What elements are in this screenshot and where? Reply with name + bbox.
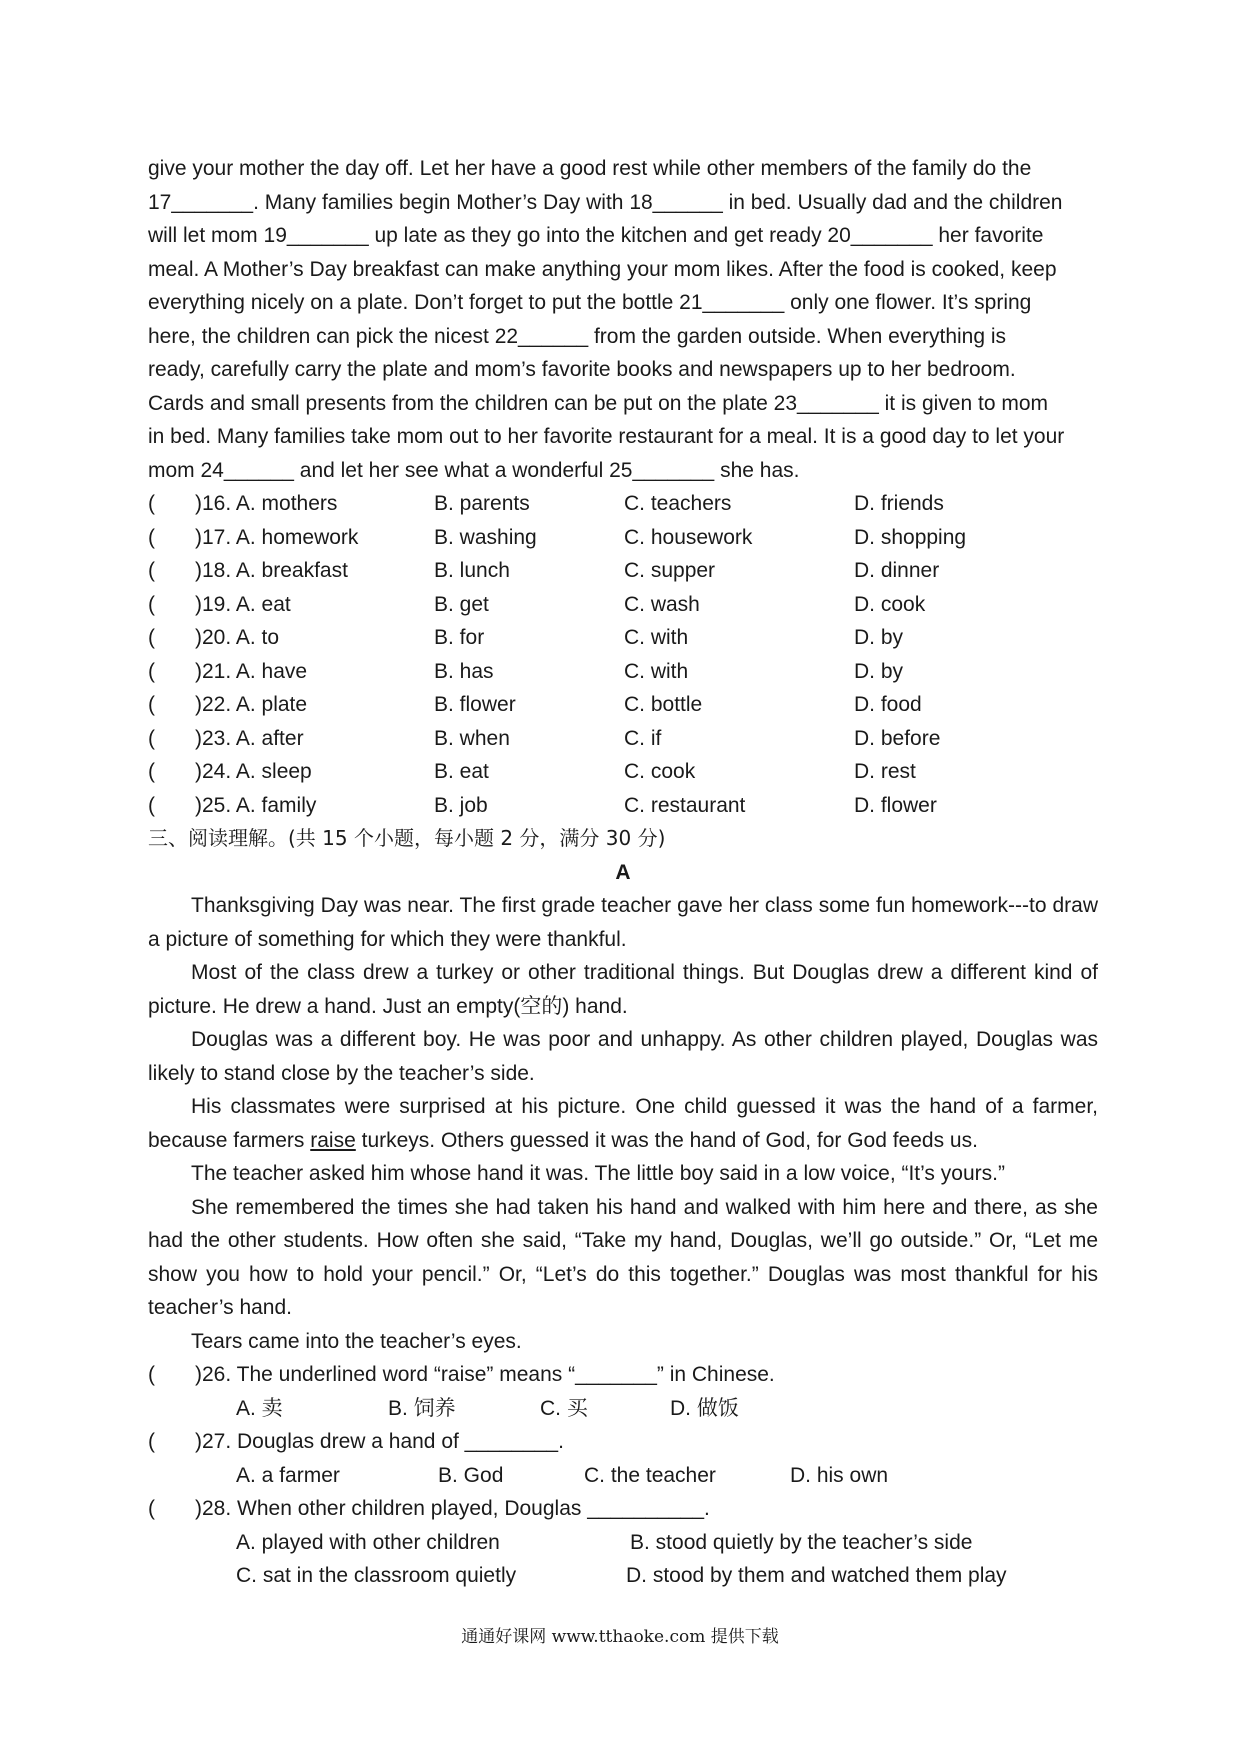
- option-d: D. cook: [854, 592, 926, 616]
- option-row-25: [148, 789, 1098, 823]
- choice-a: A. played with other children: [236, 1530, 500, 1554]
- choice-b: B. stood quietly by the teacher’s side: [630, 1530, 973, 1554]
- choice-a: A. 卖: [236, 1396, 283, 1420]
- option-row-19: [148, 588, 1098, 622]
- answer-paren: (: [148, 525, 155, 549]
- option-d: D. flower: [854, 793, 937, 817]
- option-a: )18. A. breakfast: [195, 559, 348, 582]
- passage-line: mom 24______ and let her see what a wonderful 25_______ she has.: [148, 458, 800, 482]
- option-row-23: [148, 722, 1098, 756]
- choice-d: D. stood by them and watched them play: [626, 1564, 1007, 1587]
- page-footer: 通通好课网 www.tthaoke.com 提供下载: [461, 1627, 779, 1647]
- option-a: )24. A. sleep: [195, 760, 312, 783]
- paragraph: Most of the class drew a turkey or other traditional things. But Douglas drew a different kind of picture. He drew a hand. Just an empty(空的) hand.: [148, 961, 1098, 1018]
- option-row-20: [148, 621, 1098, 655]
- choice-b: B. 饲养: [388, 1396, 456, 1420]
- option-c: C. teachers: [624, 492, 732, 515]
- answer-paren: (: [148, 1430, 155, 1453]
- option-b: B. when: [434, 726, 510, 750]
- option-b: B. eat: [434, 760, 489, 783]
- answer-paren: (: [148, 592, 155, 616]
- passage-line: will let mom 19_______ up late as they go into the kitchen and get ready 20_______ her favorite: [148, 224, 1044, 247]
- option-row-24: [148, 755, 1098, 789]
- answer-paren: (: [148, 793, 155, 817]
- passage-line: meal. A Mother’s Day breakfast can make anything your mom likes. After the food is cooked, keep: [148, 257, 1057, 281]
- option-d: D. shopping: [854, 525, 967, 549]
- paragraph: Douglas was a different boy. He was poor and unhappy. As other children played, Douglas was likely to stand close by the teacher’s side.: [148, 1028, 1098, 1085]
- passage-line: in bed. Many families take mom out to her favorite restaurant for a meal. It is a good day to let your: [148, 425, 1065, 448]
- question-text: )26. The underlined word “raise” means “_______” in Chinese.: [195, 1363, 775, 1386]
- option-a: )25. A. family: [195, 793, 317, 817]
- answer-paren: (: [148, 726, 155, 750]
- paragraph: [148, 1090, 1098, 1157]
- reading-passage: [148, 889, 1098, 1358]
- paragraph-text: His classmates were surprised at his picture. One child guessed it was the hand of a farmer, because farmers: [148, 1095, 1098, 1152]
- answer-paren: (: [148, 626, 155, 649]
- option-a: )19. A. eat: [195, 592, 291, 616]
- underlined-word: raise: [310, 1128, 356, 1152]
- passage-line: everything nicely on a plate. Don’t forget to put the bottle 21_______ only one flower. It’s spring: [148, 291, 1032, 314]
- option-d: D. before: [854, 726, 941, 750]
- answer-paren: (: [148, 559, 155, 582]
- passage-line: here, the children can pick the nicest 22______ from the garden outside. When everything is: [148, 324, 1007, 348]
- cloze-passage: [148, 152, 1098, 487]
- option-c: C. restaurant: [624, 793, 746, 817]
- answer-paren: (: [148, 760, 155, 783]
- cloze-options: [148, 487, 1098, 822]
- option-a: )16. A. mothers: [195, 492, 338, 515]
- option-d: D. dinner: [854, 559, 940, 582]
- option-b: B. parents: [434, 492, 530, 515]
- option-row-17: [148, 521, 1098, 555]
- choice-c: C. sat in the classroom quietly: [236, 1564, 517, 1587]
- option-b: B. flower: [434, 693, 516, 716]
- option-a: )23. A. after: [195, 726, 304, 750]
- option-row-22: [148, 688, 1098, 722]
- choice-a: A. a farmer: [236, 1463, 340, 1487]
- option-d: D. by: [854, 626, 904, 649]
- option-c: C. supper: [624, 559, 716, 582]
- option-d: D. friends: [854, 492, 944, 515]
- passage-line: ready, carefully carry the plate and mom’s favorite books and newspapers up to her bedroom.: [148, 358, 1016, 381]
- option-row-21: [148, 655, 1098, 689]
- option-a: )20. A. to: [195, 626, 280, 649]
- passage-line: 17_______. Many families begin Mother’s Day with 18______ in bed. Usually dad and the children: [148, 190, 1063, 214]
- paragraph: The teacher asked him whose hand it was. The little boy said in a low voice, “It’s yours.”: [191, 1162, 1005, 1185]
- exam-page: [148, 152, 1098, 1593]
- option-b: B. for: [434, 626, 485, 649]
- choice-c: C. the teacher: [584, 1463, 716, 1487]
- passage-label: A: [615, 860, 631, 884]
- passage-line: Cards and small presents from the children can be put on the plate 23_______ it is given to mom: [148, 391, 1049, 415]
- option-b: B. get: [434, 592, 489, 616]
- option-c: C. with: [624, 659, 689, 683]
- option-c: C. if: [624, 726, 662, 750]
- choice-c: C. 买: [540, 1396, 588, 1420]
- paragraph: Tears came into the teacher’s eyes.: [191, 1329, 522, 1353]
- option-c: C. with: [624, 626, 689, 649]
- choice-d: D. his own: [790, 1463, 889, 1487]
- option-c: C. wash: [624, 592, 700, 616]
- answer-paren: (: [148, 693, 155, 716]
- option-d: D. food: [854, 693, 922, 716]
- option-c: C. cook: [624, 760, 696, 783]
- question-text: )28. When other children played, Douglas __________.: [195, 1497, 710, 1520]
- choice-d: D. 做饭: [670, 1396, 739, 1420]
- option-row-16: [148, 487, 1098, 521]
- question-text: )27. Douglas drew a hand of ________.: [195, 1430, 564, 1453]
- passage-line: give your mother the day off. Let her have a good rest while other members of the family do the: [148, 157, 1032, 180]
- question-27: [148, 1425, 1098, 1492]
- question-26: [148, 1358, 1098, 1425]
- option-a: )17. A. homework: [195, 525, 359, 549]
- option-d: D. by: [854, 659, 904, 683]
- option-b: B. washing: [434, 525, 537, 549]
- paragraph: She remembered the times she had taken his hand and walked with him here and there, as she had the other students. How often she said, “Take my hand, Douglas, we’ll go outside.” Or, “Let me show you how to hold your pencil.” Or, “Let’s do this together.” Douglas was most thankful for his teacher’s hand.: [148, 1195, 1098, 1319]
- option-a: )22. A. plate: [195, 693, 308, 716]
- option-a: )21. A. have: [195, 659, 308, 683]
- paragraph-text: turkeys. Others guessed it was the hand of God, for God feeds us.: [355, 1128, 978, 1152]
- paragraph: Thanksgiving Day was near. The first grade teacher gave her class some fun homework---to draw a picture of something for which they were thankful.: [148, 894, 1098, 951]
- answer-paren: (: [148, 659, 155, 683]
- option-row-18: [148, 554, 1098, 588]
- option-c: C. housework: [624, 525, 753, 549]
- option-b: B. job: [434, 793, 488, 817]
- option-b: B. lunch: [434, 559, 510, 582]
- answer-paren: (: [148, 1363, 155, 1386]
- choice-b: B. God: [438, 1463, 504, 1487]
- option-d: D. rest: [854, 760, 916, 783]
- section-title: 三、阅读理解。(共 15 个小题，每小题 2 分，满分 30 分): [148, 826, 666, 850]
- question-28: [148, 1492, 1098, 1593]
- option-c: C. bottle: [624, 693, 703, 716]
- answer-paren: (: [148, 1497, 155, 1520]
- answer-paren: (: [148, 492, 155, 515]
- option-b: B. has: [434, 659, 494, 683]
